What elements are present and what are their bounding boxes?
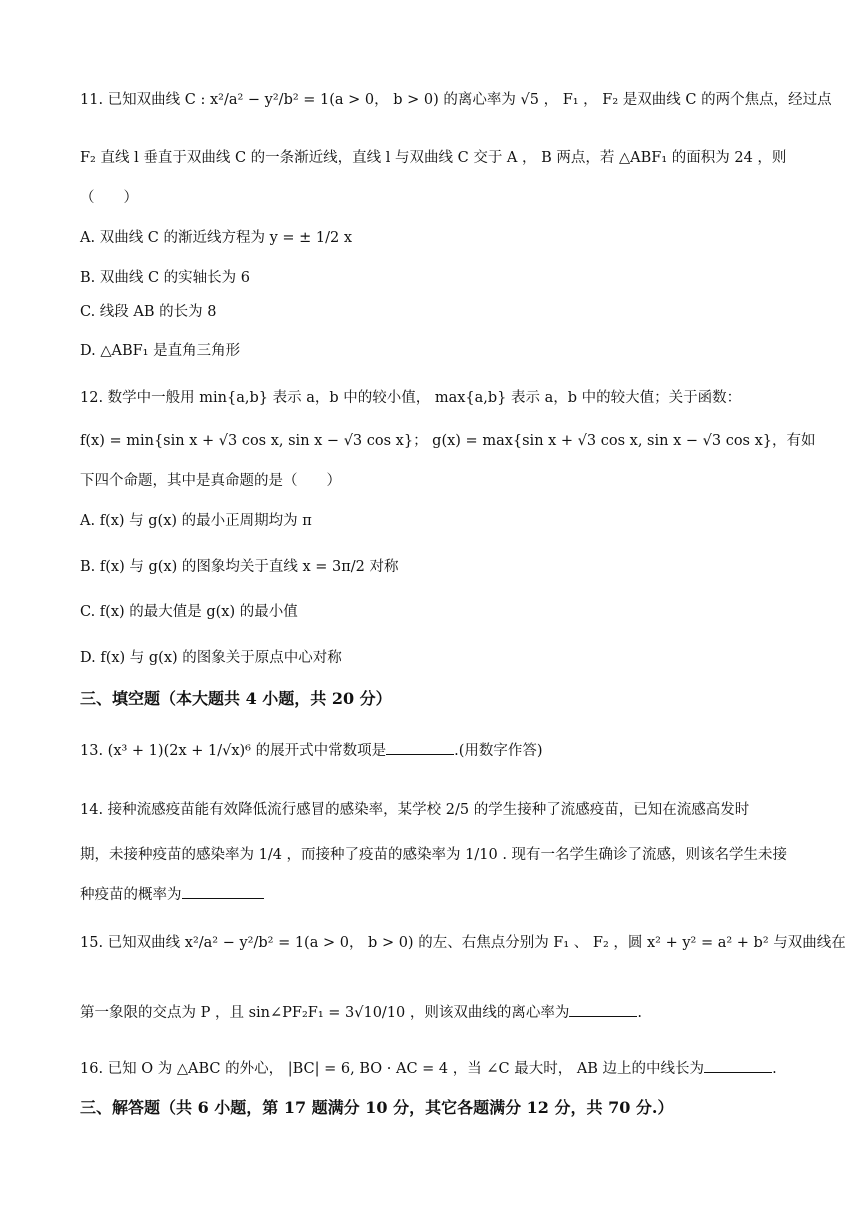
q14-answer-blank: [182, 884, 264, 899]
q14-line3-text: 种疫苗的概率为: [80, 887, 182, 903]
q16-line: [80, 1058, 777, 1079]
q12-option-b: B. f(x) 与 g(x) 的图象均关于直线 x = 3π/2 对称: [80, 559, 399, 575]
q15-answer-blank: [569, 1002, 637, 1017]
section-heading-fill-in: 三、填空题（本大题共 4 小题，共 20 分）: [80, 689, 392, 708]
q12-line2: f(x) = min{sin x + √3 cos x, sin x − √3 cos x}； g(x) = max{sin x + √3 cos x, sin x − √3 cos x}，有如: [80, 433, 816, 449]
q15-line1: 15. 已知双曲线 x²/a² − y²/b² = 1(a > 0， b > 0) 的左、右焦点分别为 F₁ 、 F₂ ，圆 x² + y² = a² + b² 与双曲线在: [80, 935, 846, 951]
q16-end: .: [772, 1061, 777, 1077]
q14-line2: 期，未接种疫苗的感染率为 1/4 ，而接种了疫苗的感染率为 1/10 . 现有一名学生确诊了流感，则该名学生未接: [80, 847, 788, 863]
q13-line: [80, 740, 543, 761]
q15-line2: [80, 1002, 642, 1023]
q12-option-c: C. f(x) 的最大值是 g(x) 的最小值: [80, 604, 298, 620]
q12-option-d: D. f(x) 与 g(x) 的图象关于原点中心对称: [80, 650, 342, 666]
q15-line2-text: 第一象限的交点为 P ，且 sin∠PF₂F₁ = 3√10/10 ，则该双曲线的离心率为: [80, 1005, 570, 1021]
q11-line1: 11. 已知双曲线 C : x²/a² − y²/b² = 1(a > 0， b > 0) 的离心率为 √5 ， F₁ ， F₂ 是双曲线 C 的两个焦点，经过点: [80, 92, 832, 108]
q12-line3: 下四个命题，其中是真命题的是（ ）: [80, 473, 341, 489]
section-heading-solutions: 三、解答题（共 6 小题，第 17 题满分 10 分，其它各题满分 12 分，共 70 分.）: [80, 1098, 674, 1117]
q16-text: 16. 已知 O 为 △ABC 的外心， |BC| = 6, BO · AC = 4 ，当 ∠C 最大时， AB 边上的中线长为: [80, 1061, 705, 1077]
q11-line2: F₂ 直线 l 垂直于双曲线 C 的一条渐近线，直线 l 与双曲线 C 交于 A ， B 两点，若 △ABF₁ 的面积为 24 ，则: [80, 150, 787, 166]
q11-line3: （ ）: [80, 190, 138, 206]
q14-line3: [80, 884, 264, 905]
q12-option-a: A. f(x) 与 g(x) 的最小正周期均为 π: [80, 513, 312, 529]
q13-text: 13. (x³ + 1)(2x + 1/√x)⁶ 的展开式中常数项是: [80, 743, 387, 759]
q11-option-a: A. 双曲线 C 的渐近线方程为 y = ± 1/2 x: [80, 230, 353, 246]
q15-end: .: [637, 1005, 642, 1021]
q16-answer-blank: [704, 1058, 772, 1073]
q11-option-d: D. △ABF₁ 是直角三角形: [80, 343, 241, 359]
q12-line1: 12. 数学中一般用 min{a,b} 表示 a，b 中的较小值， max{a,b} 表示 a，b 中的较大值；关于函数：: [80, 390, 742, 406]
q13-note: .(用数字作答): [454, 743, 543, 759]
q13-answer-blank: [386, 740, 454, 755]
q11-option-b: B. 双曲线 C 的实轴长为 6: [80, 270, 251, 286]
q11-option-c: C. 线段 AB 的长为 8: [80, 304, 217, 320]
q14-line1: 14. 接种流感疫苗能有效降低流行感冒的感染率，某学校 2/5 的学生接种了流感疫苗，已知在流感高发时: [80, 802, 750, 818]
